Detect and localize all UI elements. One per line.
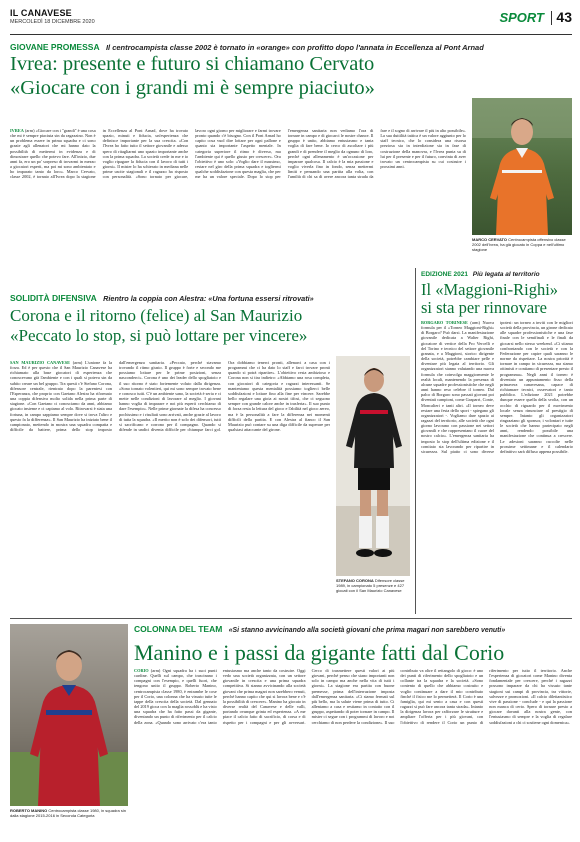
article3-body: [10, 360, 330, 614]
article3-kicker: SOLIDITÀ DIFENSIVA: [10, 293, 97, 303]
article2-kicker-desc: Più legata al territorio: [472, 271, 540, 278]
corona-photo: [336, 356, 410, 576]
article3-lead: SAN MAURIZIO CANAVESE: [10, 360, 71, 365]
header-divider: [551, 11, 552, 25]
masthead: IL CANAVESE: [10, 8, 72, 18]
article2-text: Nuova formula per il «Torneo Maggioni-Righi» di Borgaro? Può darsi. La manifestazione giovanile dedicata a Walter Righi, giocatore di vertice della Pro Vercelli e del Torino e tecnico del settore giovanile granata, e a Maggioni, storico dirigente della società, potrebbe cambiare pelle e diventare più legata al territorio. Gli organizzatori stanno valutando una nuova formula che coinvolga maggiormente le realtà locali, mantenendo la presenza di alcune squadre professionistiche che negli anni hanno reso celebre il torneo. Dal palco di Borgaro sono passati giovani poi diventati campioni, come Gasparri, Conte, Moncalieri e tanti altri. «Il torneo deve restare una festa dello sport - spiegano gli organizzatori -. Vogliamo dare spazio ai ragazzi del territorio, alle società che ogni giorno lavorano con passione nei settori giovanili e che rappresentano il cuore del nostro calcio». L'emergenza sanitaria ha imposto lo stop dell'ultima edizione e il comitato sta lavorando per ripartire in sicurezza. Sul piatto ci sono diverse ipotesi: un torneo a inviti con le migliori società della provincia, un girone dedicato alle squadre professionistiche e una fase finale con le semifinali e le finali da giocarsi nello stesso weekend. «Ci stiamo confrontando con le società e con la Federazione per capire quali saranno le norme da rispettare. La nostra priorità è tornare in campo in sicurezza, ma siamo ottimisti e contiamo di presentare presto il programma». Negli anni il torneo è diventato un appuntamento fisso della primavera canavesana, capace di richiamare tecnici, osservatori e tanto pubblico. L'edizione 2021 potrebbe dunque essere quella della svolta, con un occhio di riguardo per il movimento locale senza rinunciare al prestigio di sempre. Intanto gli organizzatori ringraziano gli sponsor, i volontari e tutte le società che hanno partecipato negli anni, rendendo possibile una manifestazione che continua a crescere. Le adesioni saranno raccolte nelle prossime settimane e il calendario definitivo sarà diffuso appena possibile.: [421, 320, 573, 454]
article2-author: (arm): [470, 320, 480, 325]
cervato-caption-text: Centrocampista offensivo classe 2002 dell'Ivrea, ha già giocato in Coppa e nell'ultimo stagione: [472, 237, 566, 252]
article1-kicker-row: [10, 42, 484, 52]
article3-kicker-row: [10, 293, 314, 303]
article3-author: (arm): [72, 360, 83, 365]
article1-author: (arm): [24, 128, 35, 133]
article1-headline-1: Ivrea: presente e futuro si chiamano Cervato: [10, 53, 375, 75]
cervato-caption-name: MARCO CERVATO: [472, 237, 508, 242]
manino-photo-image: [10, 624, 128, 806]
column-divider: [415, 268, 416, 614]
article3-headline-1: Corona e il ritorno (felice) al San Maurizio: [10, 306, 303, 325]
article4-kicker-desc: «Si stanno avvicinando alla società giovani che prima magari non sarebbero venuti»: [228, 627, 506, 634]
article1-body: [10, 128, 466, 280]
article1-kicker-desc: Il centrocampista classe 2002 è tornato in «orange» con profitto dopo l'annata in Eccellenza al Pont Arnad: [105, 43, 484, 52]
article1-lead: IVREA: [10, 128, 24, 133]
article1-headline-2: «Giocare con i grandi mi è sempre piaciuto»: [10, 77, 375, 99]
article2-lead: BORGARO TORINESE: [421, 320, 468, 325]
article4-author: (arm): [150, 668, 161, 673]
article3-text: L'unione fa la forza. Ed è per questo che il San Maurizio Canavese ha richiamato alla base giocatori di esperienza che conoscevano già l'ambiente e con i quali si poteva sin da subito creare un bel gruppo. Tra questi c'è Stefano Corona, difensore centrale, rientrato dopo la parentesi con l'Esperanza, che proprio con Gaetano Alestra ha riformato una coppia difensiva molto solida nella prima parte di stagione. «Con Gaetano ci conosciamo da anni, abbiamo giocato insieme e ci capiamo al volo. Ritrovarsi è stata una fortuna, in campo sappiamo sempre dove si trova l'altro e questo fa la differenza». Il San Maurizio ha iniziato bene il campionato, mettendo in mostra una squadra compatta e difficile da battere, prima dello stop imposto dall'emergenza sanitaria. «Peccato, perché stavamo trovando il ritmo giusto. Il gruppo è forte e secondo me possiamo lottare per le prime posizioni, senza nasconderci». Corona è uno dei leader dello spogliatoio e il suo ritorno è stato fortemente voluto dalla dirigenza. «Sono tornato volentieri, qui mi sono sempre trovato bene e conosco tutti. C'è un ambiente sano, la società è seria e ci mette nelle condizioni di lavorare al meglio. I giovani hanno voglia di imparare e noi più esperti cerchiamo di dare l'esempio». Nelle prime giornate la difesa ha concesso pochissimo e i risultati sono arrivati, anche grazie al lavoro di tutta la squadra. «Il merito non è solo dei difensori, tutti si sacrificano e corrono per il compagno. Quando si difende in undici diventa difficile per chiunque farci gol. Ora dobbiamo tenerci pronti, allenarci a casa con i programmi che ci ha dato lo staff e farci trovare pronti quando si potrà ripartire». L'obiettivo resta ambizioso e Corona non si tira indietro: «Abbiamo una rosa completa, con giocatori di categoria e ragazzi interessanti. Se manteniamo questa mentalità possiamo toglierci belle soddisfazioni e lottare fino alla fine per vincere. Sarebbe bello regalare una gioia ai nostri tifosi, che ci seguono sempre con grande calore anche in trasferta». Il suo punto di forza resta la lettura del gioco e l'abilità nel gioco aereo, ma è la personalità a fare la differenza nei momenti difficili della partita. E con Alestra al fianco il San Maurizio può contare su una diga difficile da superare per qualsiasi attaccante del girone.: [10, 360, 330, 433]
manino-caption: [10, 809, 128, 819]
article3-kicker-desc: Rientro la coppia con Alestra: «Una fortuna essersi ritrovati»: [103, 294, 314, 303]
article4-headline: Manino e i passi da gigante fatti dal Corio: [134, 640, 505, 665]
manino-photo: [10, 624, 128, 806]
article4-kicker: COLONNA DEL TEAM: [134, 624, 223, 634]
section-label: SPORT: [499, 10, 544, 25]
article2-kicker-row: [421, 271, 540, 278]
article4-text: Ogni squadra ha i suoi punti cardine. Quelli sul campo, che trascinano i compagni con l'esempio, e quelli fuori, che tengono unito il gruppo. Roberto Manino, centrocampista classe 1980, è entrambe le cose per il Corio, una colonna che ha vissuto tutte le tappe della crescita della società. Dal gennaio del 2019 gioca con la maglia rossoblù e ha visto una squadra che ha fatto passi da gigante, diventando un punto di riferimento per il calcio della zona. «Quando sono arrivato c'era tanto entusiasmo ma anche tanto da costruire. Oggi vedo una società organizzata, con un settore giovanile in crescita e una prima squadra competitiva. Si stanno avvicinando alla società giovani che prima magari non sarebbero venuti, perché hanno capito che qui si lavora bene e c'è la possibilità di crescere». Manino ha giocato in diverse realtà del Canavese e delle valli, portando ovunque grinta ed esperienza. «A me piace il calcio fatto di sacrificio, di corsa e di rispetto per i compagni e per gli avversari. Cerco di trasmettere questi valori ai più giovani, perché penso che siano importanti non solo in campo ma anche nella vita di tutti i giorni». La stagione era partita con buone premesse, prima dell'interruzione imposta dall'emergenza sanitaria. «Ci siamo fermati sul più bello, ma la salute viene prima di tutto. Ci alleniamo a casa e restiamo in contatto con il gruppo, aspettando di poter tornare in campo. Il mister ci segue con i programmi di lavoro e noi cerchiamo di non perdere la condizione». Il suo contributo va oltre il rettangolo di gioco: è uno dei punti di riferimento dello spogliatoio e un collante tra la squadra e la società. «Sono contento di quello che abbiamo costruito e voglio continuare a dare il mio contributo finché il fisico me lo permetterà. Il Corio è una famiglia, qui mi sento a casa e con questi ragazzi si può fare ancora tanta strada». Intanto la dirigenza lavora per rafforzare le strutture e ampliare l'offerta per i più giovani, con l'obiettivo di rendere il Corio un punto di riferimento per tutto il territorio. Anche l'esperienza di giocatori come Manino diventa fondamentale per crescere, perché i ragazzi possono imparare da chi ha vissuto tante stagioni sui campi di provincia, tra vittorie, salvezze e promozioni. «Il calcio dilettantistico vive di passione - conclude - e qui la passione non manca di certo. Spero di tornare presto a giocare davanti alla nostra gente, con l'entusiasmo di sempre e la voglia di regalare soddisfazioni a chi ci sostiene ogni domenica».: [134, 668, 572, 725]
corona-caption-name: STEFANO CORONA: [336, 578, 374, 583]
section-divider: [10, 618, 572, 619]
article4-body: [134, 668, 572, 836]
article2-kicker: EDIZIONE 2021: [421, 271, 468, 278]
cervato-photo: [472, 98, 572, 235]
article4-lead: CORIO: [134, 668, 149, 673]
dateline: MERCOLEDÌ 18 DICEMBRE 2020: [10, 19, 95, 25]
article2-headline-1: Il «Maggioni-Righi»: [421, 280, 559, 299]
article1-text: «Giocare con i "grandi" è una cosa che mi è sempre piaciuta sin da ragazzino. Non è un problema essere in prima squadra e ci sono grazie agli allenatori che mi hanno dato la possibilità di mettermi in evidenza e di dimostrare quello che potevo fare. All'inizio, due anni fa, ero un po' sorpreso di trovarmi in mezzo a giocatori esperti, ma poi mi sono ambientato e ho imparato tanto da loro». Marco Cervato, classe 2002, è tornato all'Ivrea dopo la stagione in Eccellenza al Pont Arnad, dove ha trovato spazio, minuti e fiducia, un'esperienza che definisce importante per la sua crescita. «Con l'Ivrea ho fatto tutto il settore giovanile e adesso spero di ritagliarmi uno spazio importante anche con la prima squadra. La società crede in me e io voglio ripagare la fiducia con il lavoro di tutti i giorni». Il mister lo ha schierato in mediana nelle prime uscite stagionali e il ragazzo ha risposto con personalità. «Sono tornato per giocare, lavoro ogni giorno per migliorare e farmi trovare pronto quando c'è bisogno. Con il Pont Arnad ho capito cosa vuol dire lottare per ogni pallone e quanto sia importante l'aspetto mentale. In categoria superiore il ritmo è diverso, ma l'ambiente qui è quello giusto per crescere». Ora l'obiettivo è uno solo: «Voglio dare il massimo, restare nel giro della prima squadra e togliermi qualche soddisfazione con questa maglia, che per me ha un valore speciale. Dopo lo stop per l'emergenza sanitaria non vediamo l'ora di tornare in campo e di giocarci le nostre chance. Il gruppo è unito, abbiamo entusiasmo e tanta voglia di fare bene. Io cerco di ascoltare i più grandi e di prendere il meglio da ognuno di loro, perché ogni allenamento è un'occasione per imparare qualcosa. Il calcio è la mia passione e voglio viverla fino in fondo, senza mettermi limiti e pensando una partita alla volta, con l'umiltà di chi sa di avere ancora tanta strada da fare e il sogno di arrivare il più in alto possibile». La sua duttilità tattica è un valore aggiunto per lo staff tecnico, che lo considera una risorsa preziosa sia in interdizione sia in fase di costruzione della manovra, e l'Ivrea punta su di lui per il presente e per il futuro, convinta di aver trovato un centrocampista su cui costruire i prossimi anni.: [10, 128, 466, 180]
article3-headline-2: «Peccato lo stop, si può lottare per vincere»: [10, 326, 308, 345]
page-header: [10, 7, 572, 35]
article1-kicker: GIOVANE PROMESSA: [10, 42, 100, 52]
corona-caption: [336, 579, 410, 593]
cervato-caption: [472, 238, 572, 252]
article2-headline-2: si sta per rinnovare: [421, 298, 547, 317]
corona-photo-image: [336, 356, 410, 576]
manino-caption-name: ROBERTO MANINO: [10, 808, 48, 813]
article4-kicker-row: [134, 624, 505, 634]
cervato-photo-image: [472, 98, 572, 235]
manino-caption-text: Centrocampista classe 1980, in squadra sin dalla stagione 2015-2016 in Seconda Categoria: [10, 808, 126, 818]
page-number: 43: [556, 9, 572, 25]
corona-caption-text: Difensore classe 1989, in campionato 5 presenze e 427 giocati con il San Maurizio Canavese: [336, 578, 405, 593]
article2-body: [421, 320, 573, 612]
